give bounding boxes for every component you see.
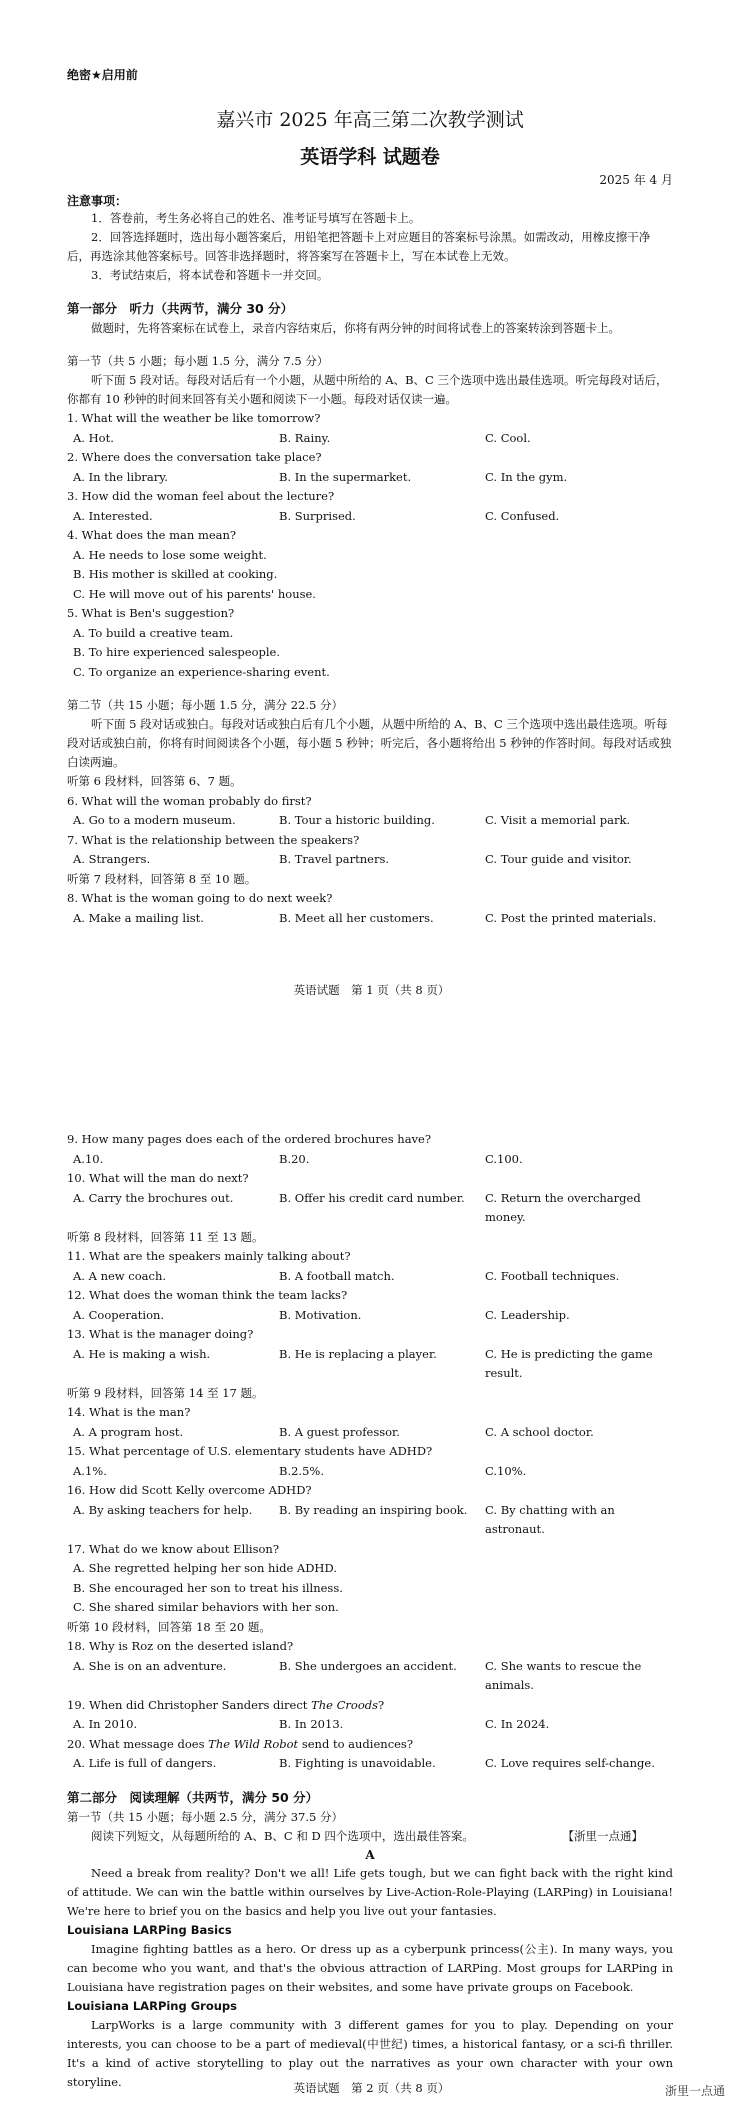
question-13-options	[67, 1345, 673, 1384]
question-9: 9. How many pages does each of the ordered brochures have?	[67, 1132, 432, 1146]
option-c: C.10%.	[485, 1463, 527, 1478]
option-b: B. A football match.	[279, 1268, 395, 1283]
question-18: 18. Why is Roz on the deserted island?	[67, 1639, 294, 1653]
option-c: C.100.	[485, 1151, 523, 1166]
option-a: A.1%.	[73, 1463, 107, 1478]
option-b: B. Surprised.	[279, 508, 356, 523]
group-note-6: 听第 6 段材料，回答第 6、7 题。	[67, 774, 242, 788]
question-17: 17. What do we know about Ellison?	[67, 1541, 279, 1556]
option-c: C. Post the printed materials.	[485, 910, 657, 925]
question-12: 12. What does the woman think the team lacks?	[67, 1288, 348, 1302]
option-b: B. Travel partners.	[279, 852, 390, 866]
option-b: B. A guest professor.	[279, 1424, 400, 1439]
part1-intro: 做题时，先将答案标在试卷上，录音内容结束后，你将有两分钟的时间将试卷上的答案转涂到答题卡上。	[91, 321, 620, 335]
option-c: C. Love requires self-change.	[485, 1756, 655, 1770]
exam-subtitle: 英语学科 试题卷	[300, 146, 440, 168]
question-14-options	[67, 1423, 673, 1443]
option-a: A. She is on an adventure.	[73, 1658, 227, 1673]
page-1-footer: 英语试题 第 1 页（共 8 页）	[293, 983, 450, 997]
part2-title: 第二部分 阅读理解（共两节，满分 50 分）	[67, 1789, 319, 1805]
option-b: B. She encouraged her son to treat his illness.	[73, 1580, 343, 1595]
question-20-options	[67, 1754, 673, 1774]
notice-item-2: 2．回答选择题时，选出每小题答案后，用铅笔把答题卡上对应题目的答案标号涂黑。如需改动，用橡皮擦干净后，再选涂其他答案标号。回答非选择题时，将答案写在答题卡上，写在本试卷上无效。	[67, 230, 651, 263]
option-c: C. She wants to rescue the animals.	[485, 1658, 642, 1692]
group-note-9: 听第 9 段材料，回答第 14 至 17 题。	[67, 1385, 264, 1400]
option-b: B. His mother is skilled at cooking.	[73, 567, 278, 581]
page-2-footer: 英语试题 第 2 页（共 8 页）	[293, 2081, 450, 2095]
option-a: A. She regretted helping her son hide ADHD.	[73, 1561, 337, 1575]
page-1-content	[67, 66, 673, 928]
passage-paragraph-3: LarpWorks is a large community with 3 different games for you to play. Depending on your interests, you can choose to be a part of medieval(中世纪) times, a historical fantasy, or a sci-fi thriller. It's a kind of active storytelling to play out the narratives as your own character with your own storyline.	[67, 2017, 673, 2089]
option-a: A. Interested.	[73, 508, 153, 523]
option-c: C. He will move out of his parents' house.	[73, 586, 316, 601]
option-c: C. Confused.	[485, 508, 560, 523]
option-b: B. Motivation.	[279, 1307, 362, 1322]
source-tag: 【浙里一点通】	[562, 1828, 643, 1843]
option-c: C. By chatting with an astronaut.	[485, 1502, 615, 1536]
passage-letter: A	[365, 1847, 375, 1862]
question-2: 2. Where does the conversation take place?	[67, 450, 322, 464]
option-a: A.10.	[73, 1151, 104, 1166]
exam-page-2	[0, 1130, 743, 2102]
part2-section1-intro-line	[67, 1827, 673, 1846]
question-19-film-title: The Croods	[311, 1697, 379, 1712]
question-13: 13. What is the manager doing?	[67, 1327, 254, 1341]
option-b: B. To hire experienced salespeople.	[73, 645, 281, 659]
option-a: A. A program host.	[73, 1424, 184, 1439]
option-a: A. In 2010.	[73, 1717, 138, 1731]
exam-page-1	[0, 0, 743, 1010]
question-12-options	[67, 1306, 673, 1326]
question-20	[67, 1735, 673, 1755]
option-b: B. He is replacing a player.	[279, 1346, 437, 1361]
exam-title: 嘉兴市 2025 年高三第二次教学测试	[216, 109, 524, 131]
question-11: 11. What are the speakers mainly talking about?	[67, 1249, 351, 1263]
option-c: C. Visit a memorial park.	[485, 813, 631, 827]
option-c: C. In the gym.	[485, 469, 568, 484]
question-20-stem-post: send to audiences?	[298, 1736, 414, 1751]
option-a: A. Strangers.	[73, 852, 151, 866]
option-c: C. She shared similar behaviors with her son.	[73, 1600, 339, 1614]
option-b: B. Offer his credit card number.	[279, 1190, 465, 1205]
passage-heading-basics: Louisiana LARPing Basics	[67, 1922, 232, 1937]
option-a: A. He is making a wish.	[73, 1346, 211, 1361]
option-c: C. Return the overcharged money.	[485, 1190, 641, 1224]
question-1-options	[67, 429, 673, 449]
question-8: 8. What is the woman going to do next week?	[67, 891, 333, 905]
passage-paragraph-2: Imagine fighting battles as a hero. Or dress up as a cyberpunk princess(公主). In many ways, you can become who you want, and that's the obvious attraction of LARPing. Most groups for LARPing in Louisiana have registration pages on their websites, and some have private groups on Facebook.	[67, 1941, 673, 1994]
option-b: B. In 2013.	[279, 1717, 344, 1731]
group-note-8: 听第 8 段材料，回答第 11 至 13 题。	[67, 1229, 264, 1244]
option-c: C. He is predicting the game result.	[485, 1346, 653, 1380]
question-19-stem-pre: 19. When did Christopher Sanders direct	[67, 1697, 312, 1712]
option-a: A. To build a creative team.	[73, 625, 234, 640]
question-19-options	[67, 1715, 673, 1735]
question-3: 3. How did the woman feel about the lecture?	[67, 489, 335, 503]
question-10-options	[67, 1189, 673, 1228]
option-a: A. In the library.	[73, 469, 168, 484]
part1-section2-title: 第二节（共 15 小题；每小题 1.5 分，满分 22.5 分）	[67, 698, 343, 712]
option-c: C. Cool.	[485, 430, 531, 445]
notice-title: 注意事项：	[67, 194, 128, 208]
part2-section1-title: 第一节（共 15 小题；每小题 2.5 分，满分 37.5 分）	[67, 1809, 343, 1824]
part1-section1-title: 第一节（共 5 小题；每小题 1.5 分，满分 7.5 分）	[67, 354, 329, 368]
question-16: 16. How did Scott Kelly overcome ADHD?	[67, 1483, 312, 1497]
question-1: 1. What will the weather be like tomorrow?	[67, 411, 321, 425]
option-c: C. A school doctor.	[485, 1424, 594, 1439]
question-20-stem-pre: 20. What message does	[67, 1736, 209, 1751]
notice-item-1: 1．答卷前，考生务必将自己的姓名、准考证号填写在答题卡上。	[91, 211, 421, 225]
question-20-film-title: The Wild Robot	[208, 1736, 299, 1751]
option-a: A. Go to a modern museum.	[73, 813, 236, 827]
option-b: B. In the supermarket.	[279, 469, 412, 484]
question-19	[67, 1696, 673, 1716]
option-c: C. Tour guide and visitor.	[485, 852, 632, 866]
option-b: B.2.5%.	[279, 1463, 324, 1478]
question-7-options	[67, 850, 673, 870]
question-6-options	[67, 811, 673, 831]
question-9-options	[67, 1150, 673, 1170]
question-3-options	[67, 507, 673, 527]
passage-paragraph-1: Need a break from reality? Don't we all! Life gets tough, but we can fight back with the right kind of attitude. We can win the battle within ourselves by Live-Action-Role-Playing (LARPing) in Louisiana! We're here to brief you on the basics and help you live out your fantasies.	[67, 1865, 673, 1918]
option-a: A. A new coach.	[73, 1268, 167, 1283]
notice-item-3: 3．考试结束后，将本试卷和答题卡一并交回。	[91, 268, 329, 282]
question-15-options	[67, 1462, 673, 1482]
option-c: C. Leadership.	[485, 1307, 570, 1322]
question-7: 7. What is the relationship between the speakers?	[67, 832, 360, 847]
confidential-label: 绝密★启用前	[67, 68, 138, 82]
option-a: A. Make a mailing list.	[73, 910, 204, 925]
question-16-options	[67, 1501, 673, 1540]
question-14: 14. What is the man?	[67, 1405, 191, 1419]
group-note-10: 听第 10 段材料，回答第 18 至 20 题。	[67, 1619, 271, 1634]
option-a: A. Carry the brochures out.	[73, 1190, 234, 1205]
option-b: B. Rainy.	[279, 430, 331, 445]
question-5: 5. What is Ben's suggestion?	[67, 606, 235, 620]
page-2-content	[67, 1130, 673, 2092]
part1-section1-intro: 听下面 5 段对话。每段对话后有一个小题，从题中所给的 A、B、C 三个选项中选出最佳选项。听完每段对话后，你都有 10 秒钟的时间来回答有关小题和阅读下一小题。每段对话仅读一遍。	[67, 373, 668, 406]
passage-heading-groups: Louisiana LARPing Groups	[67, 1998, 238, 2013]
group-note-7: 听第 7 段材料，回答第 8 至 10 题。	[67, 871, 257, 886]
exam-date: 2025 年 4 月	[599, 173, 673, 187]
question-8-options	[67, 909, 673, 929]
question-10: 10. What will the man do next?	[67, 1171, 249, 1185]
question-2-options	[67, 468, 673, 488]
part2-section1-intro: 阅读下列短文，从每题所给的 A、B、C 和 D 四个选项中，选出最佳答案。	[91, 1828, 474, 1843]
option-c: C. In 2024.	[485, 1717, 550, 1731]
question-15: 15. What percentage of U.S. elementary students have ADHD?	[67, 1444, 433, 1458]
option-c: C. Football techniques.	[485, 1268, 620, 1283]
watermark-stamp: 浙里一点通	[664, 2084, 725, 2098]
option-b: B. Meet all her customers.	[279, 910, 434, 925]
question-18-options	[67, 1657, 673, 1696]
option-b: B. Tour a historic building.	[279, 813, 435, 827]
option-a: A. He needs to lose some weight.	[73, 547, 267, 562]
option-b: B. By reading an inspiring book.	[279, 1502, 468, 1517]
question-4: 4. What does the man mean?	[67, 528, 237, 542]
question-6: 6. What will the woman probably do first?	[67, 793, 312, 808]
part1-title: 第一部分 听力（共两节，满分 30 分）	[67, 301, 294, 316]
option-a: A. Life is full of dangers.	[73, 1756, 217, 1770]
question-11-options	[67, 1267, 673, 1287]
option-b: B.20.	[279, 1151, 310, 1166]
option-a: A. Cooperation.	[73, 1307, 165, 1322]
option-b: B. She undergoes an accident.	[279, 1658, 457, 1673]
part1-section2-intro: 听下面 5 段对话或独白。每段对话或独白后有几个小题，从题中所给的 A、B、C 三个选项中选出最佳选项。听每段对话或独白前，你将有时间阅读各个小题，每小题 5 秒钟；听完后，各小题将给出 5 秒钟的作答时间。每段对话或独白读两遍。	[67, 717, 672, 769]
option-b: B. Fighting is unavoidable.	[279, 1756, 436, 1770]
question-19-stem-post: ?	[378, 1697, 385, 1712]
option-a: A. By asking teachers for help.	[73, 1502, 253, 1517]
option-c: C. To organize an experience-sharing event.	[73, 664, 330, 679]
option-a: A. Hot.	[73, 430, 114, 445]
